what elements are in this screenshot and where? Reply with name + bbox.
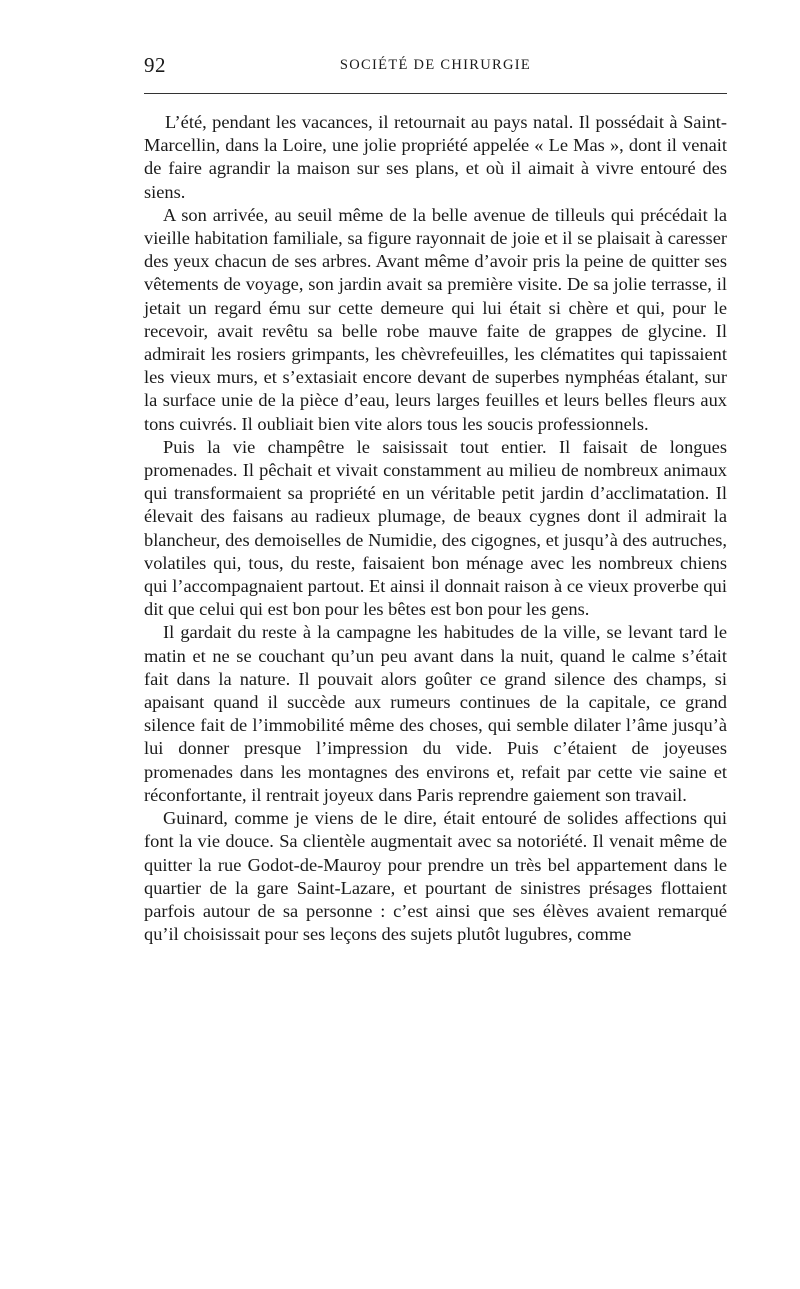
header-rule xyxy=(144,93,727,94)
running-title: SOCIÉTÉ DE CHIRURGIE xyxy=(339,57,532,73)
paragraph: Puis la vie champêtre le saisissait tout entier. Il faisait de longues promenades. Il pêchait et vivait constamment au milieu de nombreux animaux qui transformaient sa propriété en un véritable petit jardin d’acclimatation. Il élevait des faisans au radieux plumage, de beaux cygnes dont il admirait la blancheur, des demoiselles de Numidie, des cigognes, et jusqu’à des autruches, volatiles qui, tous, du reste, faisaient bon ménage avec les nombreux chiens qui l’accompagnaient partout. Et ainsi il donnait raison à ce vieux proverbe qui dit que celui qui est bon pour les bêtes est bon pour les gens. xyxy=(144,436,727,620)
body-text xyxy=(144,111,727,946)
paragraph: L’été, pendant les vacances, il retournait au pays natal. Il possédait à Saint-Marcellin, dans la Loire, une jolie propriété appelée « Le Mas », dont il venait de faire agrandir la maison sur ses plans, et où il aimait à vivre entouré des siens. xyxy=(144,112,727,202)
page-header xyxy=(144,53,727,83)
page-number: 92 xyxy=(144,53,166,77)
paragraph: Guinard, comme je viens de le dire, était entouré de solides affections qui font la vie douce. Sa clientèle augmentait avec sa notoriété. Il venait même de quitter la rue Godot-de-Mauroy pour prendre un très bel appartement dans le quartier de la gare Saint-Lazare, et pourtant de sinistres présages flottaient parfois autour de sa personne : c’est ainsi que ses élèves avaient remarqué qu’il choisissait pour ses leçons des sujets plutôt lugubres, comme xyxy=(144,808,727,945)
paragraph: A son arrivée, au seuil même de la belle avenue de tilleuls qui précédait la vieille habitation familiale, sa figure rayonnait de joie et il se plaisait à caresser des yeux chacun de ses arbres. Avant même d’avoir pris la peine de quitter ses vêtements de voyage, son jardin avait sa première visite. De sa jolie terrasse, il jetait un regard ému sur cette demeure qui lui était si chère et qui, pour le recevoir, avait revêtu sa belle robe mauve faite de grappes de glycine. Il admirait les rosiers grimpants, les chèvrefeuilles, les clématites qui tapissaient les vieux murs, et s’extasiait encore devant de superbes nymphéas étalant, sur la surface unie de la pièce d’eau, leurs larges feuilles et leurs belles fleurs aux tons cuivrés. Il oubliait bien vite alors tous les soucis professionnels. xyxy=(144,204,727,434)
paragraph: Il gardait du reste à la campagne les habitudes de la ville, se levant tard le matin et ne se couchant qu’un peu avant dans la nuit, quand le calme s’était fait dans la nature. Il pouvait alors goûter ce grand silence des champs, si apaisant quand il succède aux rumeurs continues de la capitale, ce grand silence fait de l’immobilité même des choses, qui semble dilater l’âme jusqu’à lui donner presque l’impression du vide. Puis c’étaient de joyeuses promenades dans les montagnes des environs et, refait par cette vie saine et réconfortante, il rentrait joyeux dans Paris reprendre gaiement son travail. xyxy=(144,622,727,805)
